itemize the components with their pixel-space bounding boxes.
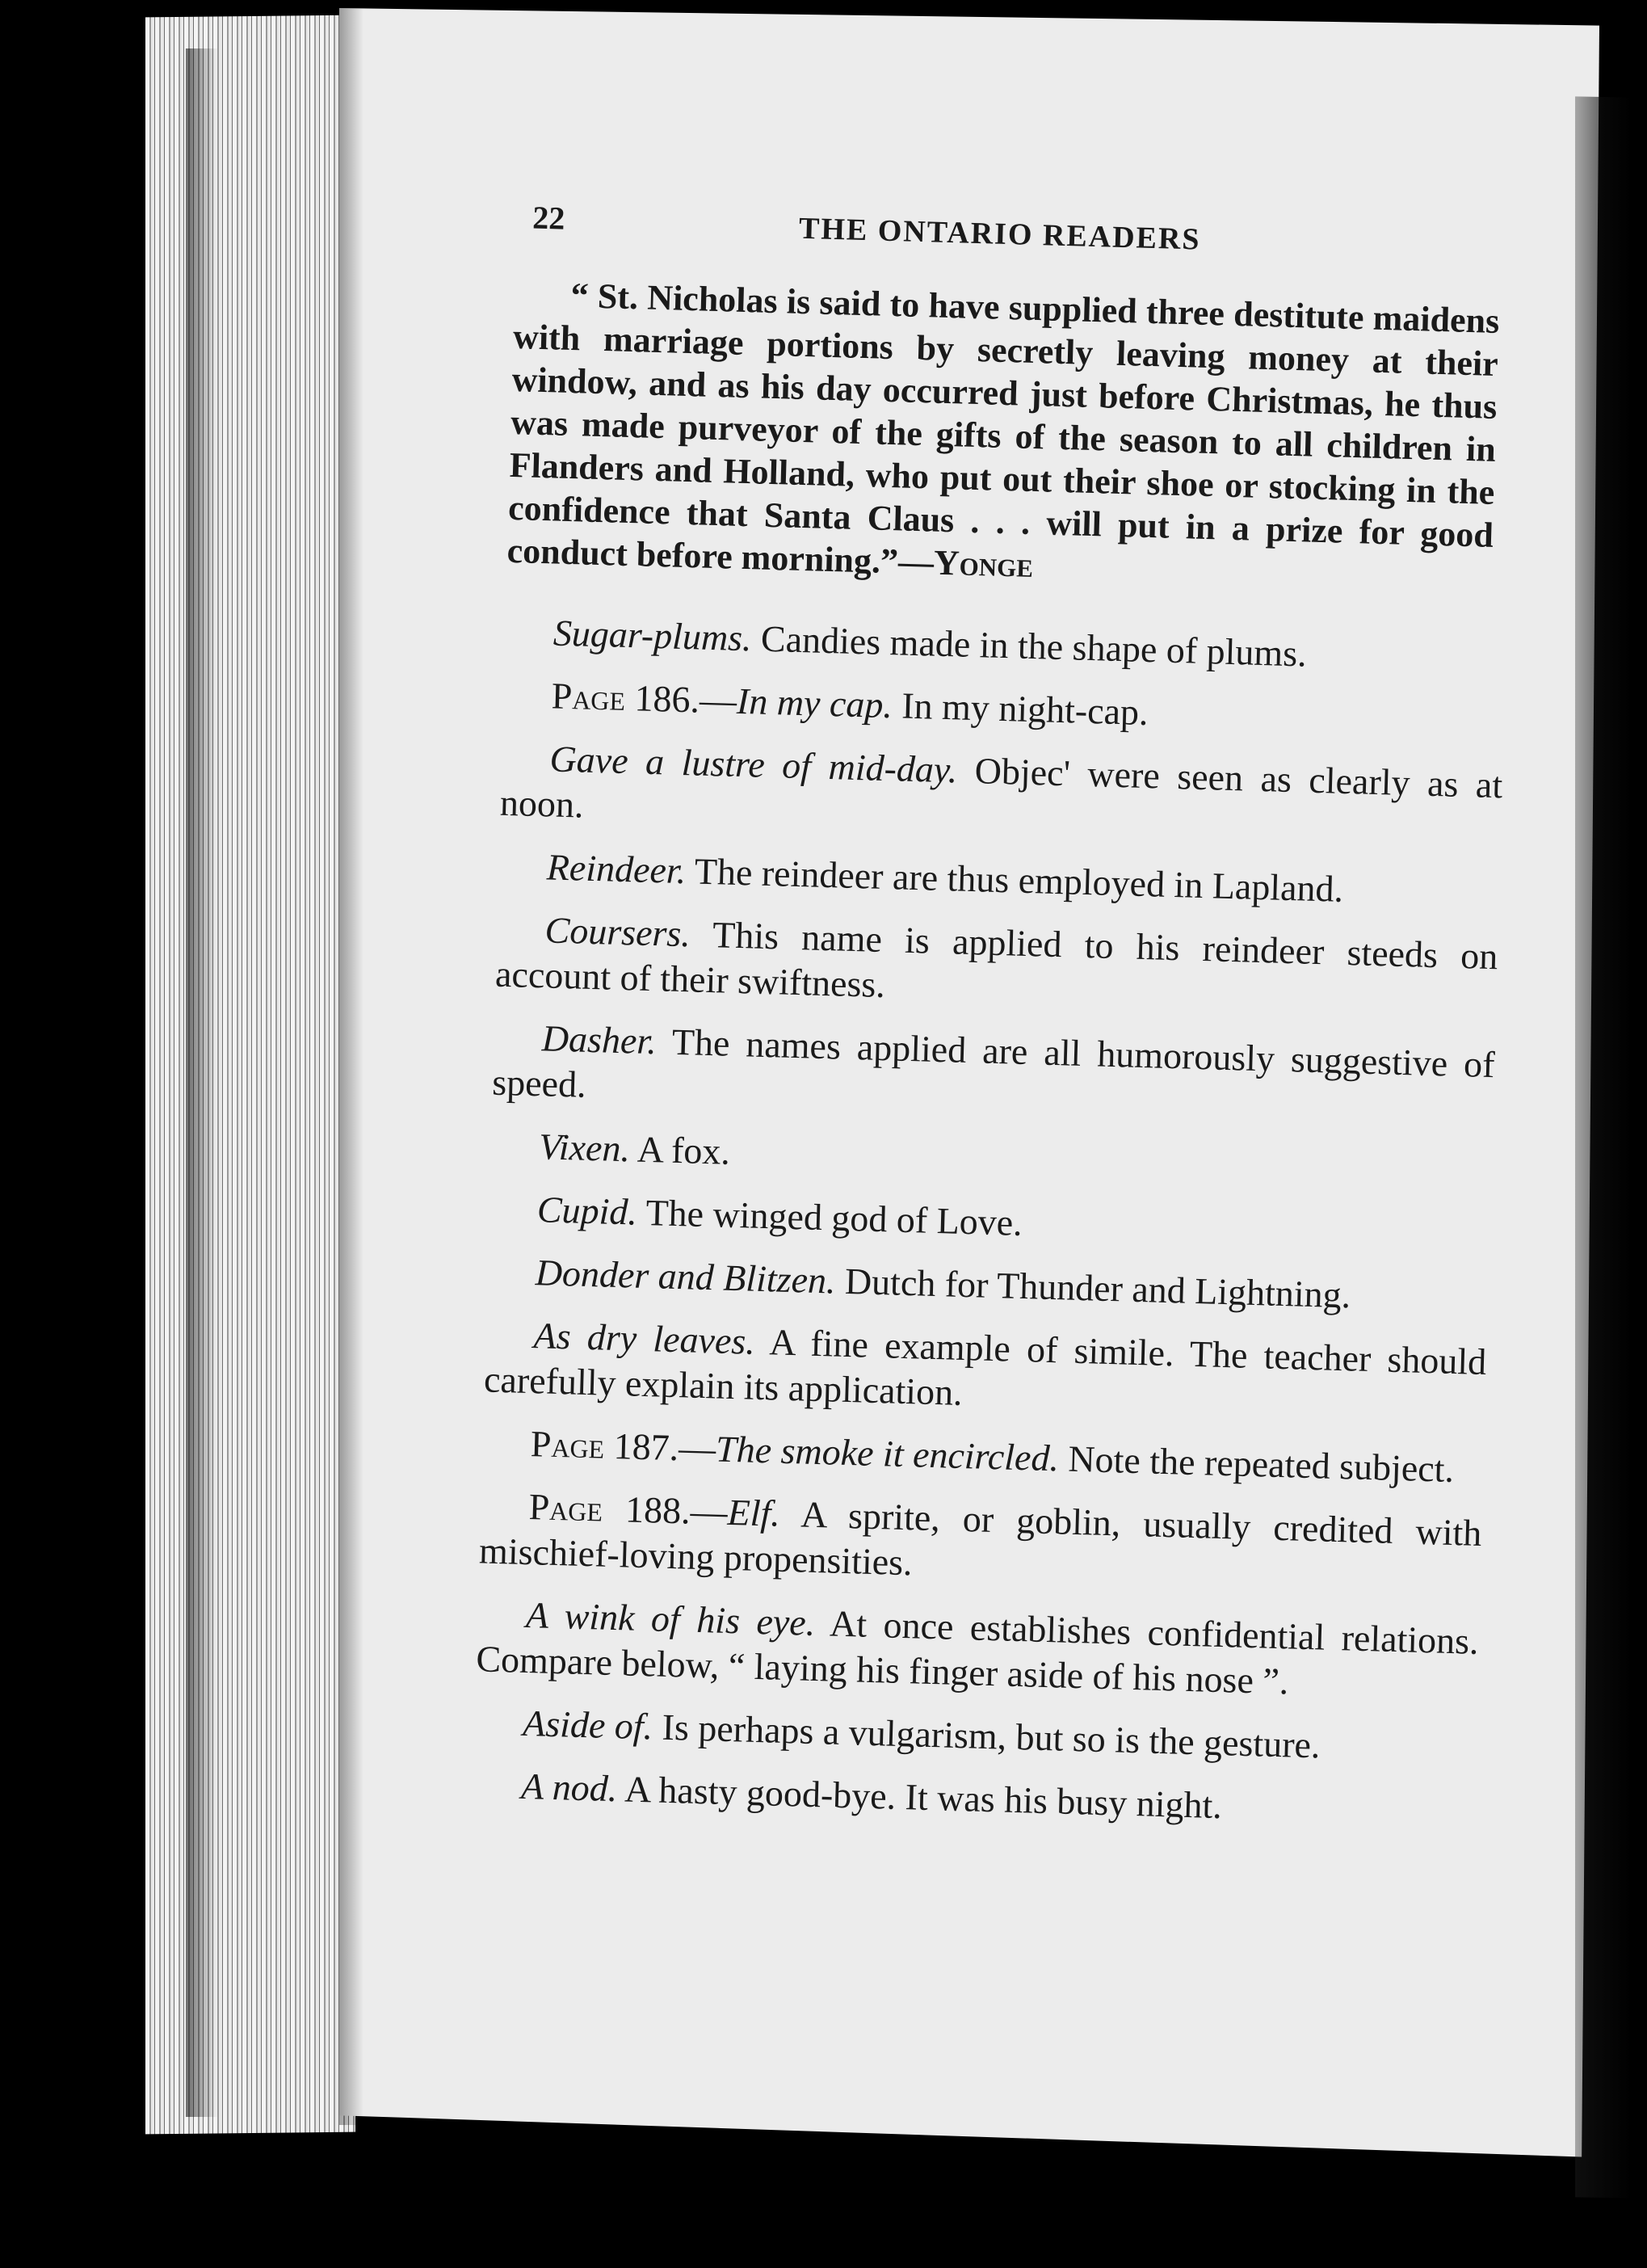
note-term: A wink of his eye. (525, 1594, 816, 1643)
note-item (494, 907, 1498, 1025)
note-term: Dasher. (541, 1017, 658, 1062)
note-term: Reindeer. (546, 846, 687, 892)
note-text: Is perhaps a vulgarism, but so is the gesture. (662, 1706, 1321, 1766)
quote-author: Yonge (933, 542, 1034, 586)
note-term: Coursers. (544, 909, 691, 955)
note-page-ref: Page 186.— (551, 675, 737, 722)
note-item (499, 735, 1503, 854)
note-item (478, 1483, 1482, 1601)
note-text: At once establishes confidential relations. Compare below, “ laying his finger aside of his nose ”. (475, 1602, 1480, 1702)
note-text: In my night-cap. (901, 684, 1149, 734)
note-text: The winged god of Love. (645, 1191, 1023, 1243)
note-text: A sprite, or goblin, usually credited with mischief-loving propensities. (478, 1493, 1483, 1584)
page-content (472, 198, 1519, 1854)
note-term: As dry leaves. (532, 1315, 756, 1362)
note-item (502, 672, 1505, 746)
note-item (486, 1248, 1489, 1322)
note-term: Sugar-plums. (553, 612, 753, 659)
note-term: Aside of. (522, 1702, 653, 1748)
note-text: Dutch for Thunder and Lightning. (844, 1260, 1351, 1316)
note-text: This name is applied to his reindeer steeds on account of their swiftness. (494, 914, 1498, 1006)
gutter-shade (339, 8, 363, 2125)
note-text: Objec' were seen as clearly as at noon. (499, 750, 1503, 826)
note-text: The names applied are all humorously suggestive of speed. (491, 1020, 1496, 1105)
note-text: A hasty good-bye. It was his busy night. (624, 1768, 1223, 1827)
note-term: Vixen. (538, 1126, 631, 1170)
page-number: 22 (531, 199, 565, 237)
note-term: Cupid. (536, 1189, 638, 1233)
running-title: THE ONTARIO READERS (798, 211, 1202, 257)
note-item (492, 1015, 1496, 1134)
note-item (488, 1186, 1490, 1260)
notes-list (472, 609, 1506, 1836)
note-term: Donder and Blitzen. (535, 1252, 837, 1302)
stacked-page-edges (145, 15, 355, 2135)
note-page-ref: Page 187.— (530, 1423, 716, 1470)
note-item (481, 1420, 1484, 1493)
note-text: A fox. (637, 1128, 731, 1172)
note-item (489, 1123, 1492, 1197)
note-item (483, 1311, 1487, 1430)
page-right-shadow (1575, 96, 1632, 2198)
note-term: The smoke it encircled. (715, 1428, 1060, 1479)
note-item (504, 609, 1506, 683)
note-item (474, 1699, 1477, 1773)
note-page-ref: Page 188.— (528, 1486, 729, 1533)
note-text: The reindeer are thus employed in Lapland. (694, 850, 1344, 910)
note-text: Candies made in the shape of plums. (760, 617, 1308, 675)
note-item (498, 844, 1500, 917)
note-text: Note the repeated subject. (1067, 1437, 1455, 1490)
note-term: In my cap. (736, 680, 893, 726)
note-term: Gave a lustre of mid-day. (548, 738, 959, 791)
note-item (476, 1591, 1480, 1710)
note-item (472, 1762, 1474, 1836)
note-text: A fine example of simile. The teacher should carefully explain its application. (483, 1321, 1487, 1413)
quote-text: “ St. Nicholas is said to have supplied three destitute maidens with marriage portions by secretly leaving money at their window, and as his day occurred just before Christmas, he thus was made purveyor of the gifts of the season to all children in Flanders and Holland, who put out their shoe or stocking in the confidence that Santa Claus . . . will put in a prize for good conduct before morning.”— (506, 275, 1500, 583)
note-term: Elf. (726, 1491, 781, 1534)
page-edge-shadow (186, 48, 218, 2117)
quote-paragraph (506, 272, 1516, 600)
note-term: A nod. (520, 1765, 619, 1810)
